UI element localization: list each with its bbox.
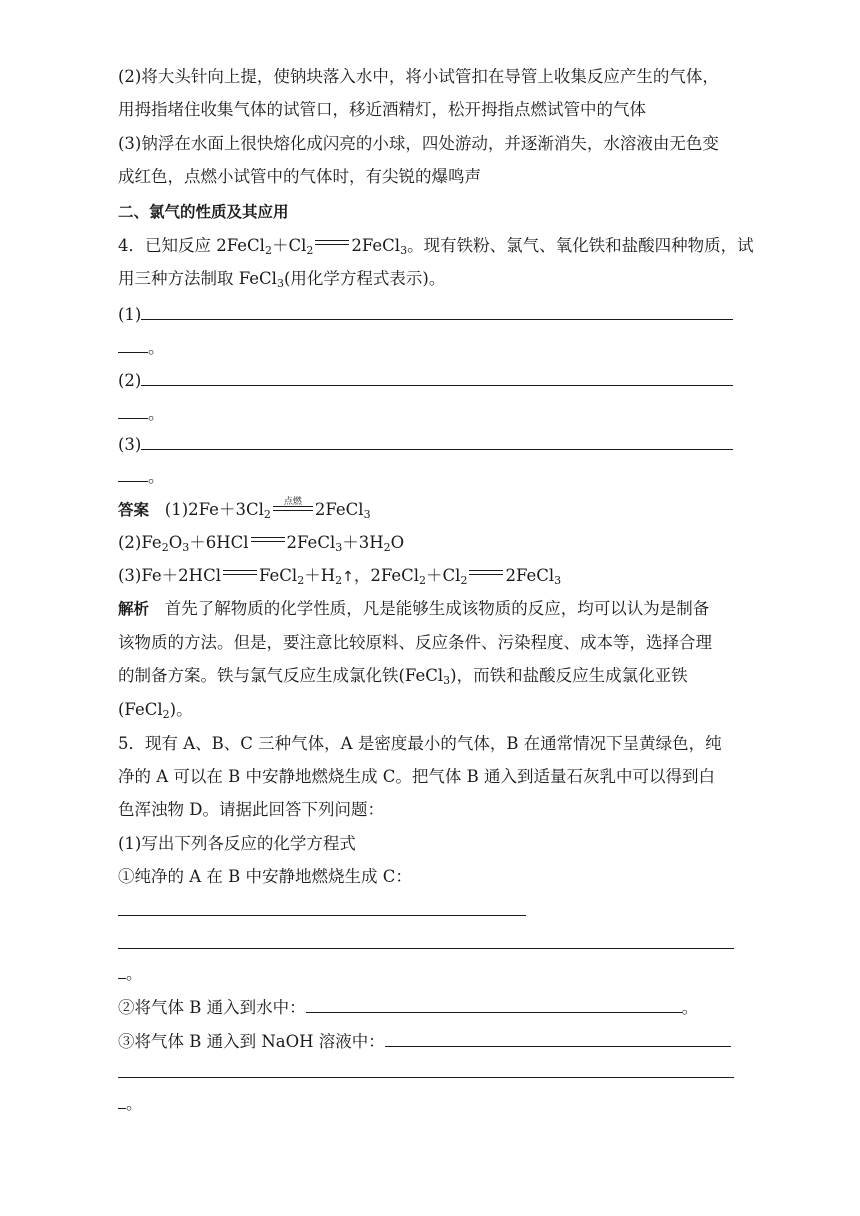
- text-line: 。: [118, 336, 165, 359]
- answer-blank[interactable]: [118, 915, 526, 916]
- text-line: 用拇指堵住收集气体的试管口，移近酒精灯，松开拇指点燃试管中的气体: [118, 100, 646, 119]
- equals-sign: [313, 238, 351, 248]
- text-line: 色浑浊物 D。请据此回答下列问题：: [118, 800, 384, 819]
- answer-blank[interactable]: [118, 948, 734, 949]
- equals-with-condition: 点燃: [271, 499, 315, 515]
- answer-label: 答案: [118, 501, 150, 519]
- text-line: (3)钠浮在水面上很快熔化成闪亮的小球，四处游动，并逐渐消失，水溶液由无色变: [118, 134, 719, 153]
- text-line: 成红色，点燃小试管中的气体时，有尖锐的爆鸣声: [118, 167, 481, 186]
- text-line: 。: [118, 465, 165, 488]
- question-4: 4．已知反应 $2FeCl_2+Cl_2$ 2FeCl$_3$。现有铁粉、氯气、氧化铁和盐酸四种物质，试: [118, 236, 754, 257]
- answer-blank[interactable]: [385, 1030, 731, 1047]
- text-line: (FeCl$_2$)。: [118, 700, 193, 721]
- text-line: 的制备方案。铁与氯气反应生成氯化铁(FeCl$_3$)，而铁和盐酸反应生成氯化亚铁: [118, 666, 688, 687]
- text-line: 用三种方法制取 FeCl$_3$(用化学方程式表示)。: [118, 269, 446, 290]
- text-line: 。: [118, 402, 165, 425]
- answer-blank-2[interactable]: (2): [118, 369, 733, 392]
- answer-line-1: 答案 $(1)2Fe+3Cl_2$ 点燃 2FeCl$_3$: [118, 497, 371, 521]
- answer-blank-1[interactable]: (1): [118, 303, 733, 326]
- gas-arrow-icon: ↑: [342, 569, 354, 585]
- text-line: 。: [118, 1092, 143, 1115]
- section-heading: 二、氯气的性质及其应用: [118, 203, 289, 221]
- equals-sign: [221, 568, 259, 578]
- answer-blank-3[interactable]: (3): [118, 433, 733, 456]
- answer-line-3: (3)Fe＋2HCl $FeCl_2+H_2↑$，$2FeCl_2+Cl_2$ 2FeCl$_3$: [118, 566, 562, 587]
- text-line: 该物质的方法。但是，要注意比较原料、反应条件、污染程度、成本等，选择合理: [118, 633, 712, 652]
- text-line: 净的 A 可以在 B 中安静地燃烧生成 C。把气体 B 通入到适量石灰乳中可以得到白: [118, 767, 716, 786]
- analysis-line-1: 解析 首先了解物质的化学性质，凡是能够生成该物质的反应，均可以认为是制备: [118, 599, 710, 618]
- text-line: ②将气体 B 通入到水中： 。: [118, 998, 699, 1017]
- text-line: ①纯净的 A 在 B 中安静地燃烧生成 C：: [118, 867, 412, 886]
- question-5: 5．现有 A、B、C 三种气体，A 是密度最小的气体，B 在通常情况下呈黄绿色，纯: [118, 734, 722, 753]
- answer-line-2: $(2)Fe_2O_3+6HCl$ $2FeCl_3+3H_2O$: [118, 533, 405, 554]
- answer-blank[interactable]: [118, 1077, 734, 1078]
- text-line: (1)写出下列各反应的化学方程式: [118, 834, 356, 853]
- analysis-label: 解析: [118, 600, 150, 618]
- text-line: ③将气体 B 通入到 NaOH 溶液中：: [118, 1030, 731, 1053]
- equals-sign: [249, 535, 287, 545]
- text-line: 。: [118, 962, 143, 985]
- answer-blank[interactable]: [306, 996, 682, 1013]
- equals-sign: [467, 568, 505, 578]
- text-line: (2)将大头针向上提，使钠块落入水中，将小试管扣在导管上收集反应产生的气体，: [118, 67, 719, 86]
